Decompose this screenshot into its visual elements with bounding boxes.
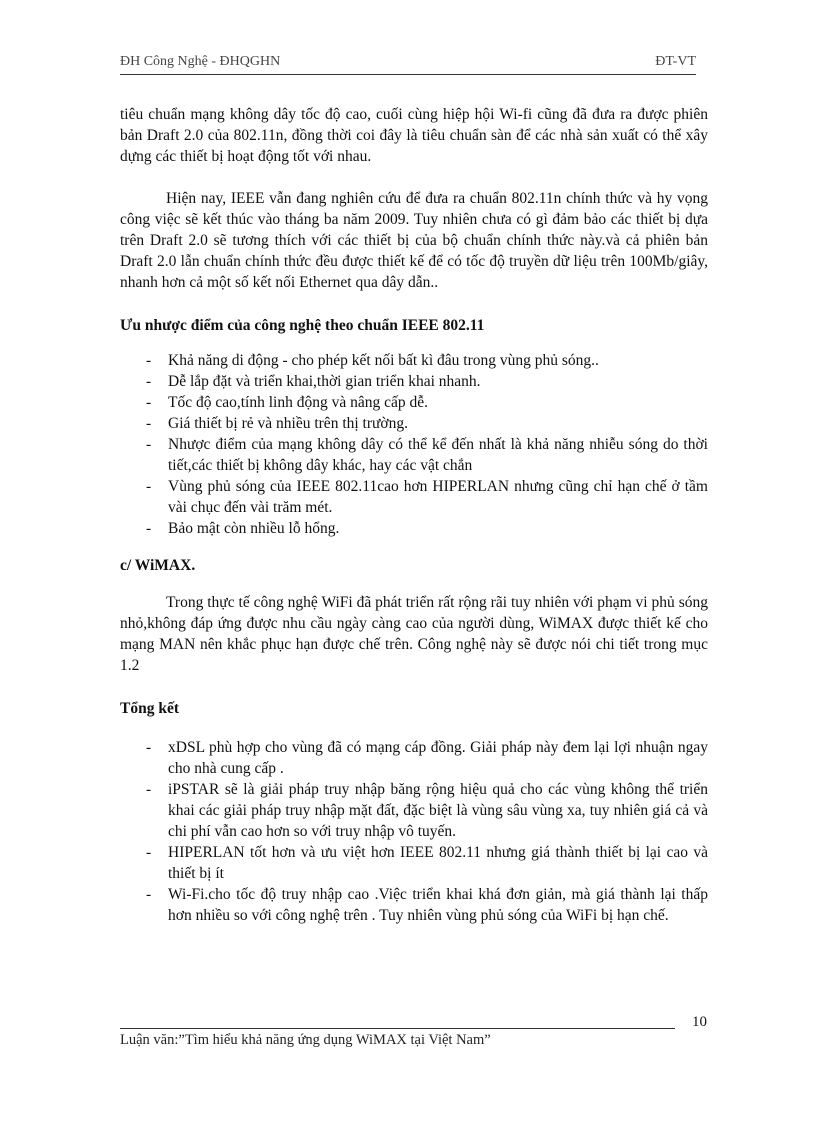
dash-bullet: -: [146, 352, 152, 369]
dash-bullet: -: [146, 373, 152, 390]
list-item: - Khả năng di động - cho phép kết nối bất kì đâu trong vùng phủ sóng..: [146, 352, 599, 369]
dash-bullet: -: [146, 478, 152, 495]
list-item: - iPSTAR sẽ là giải pháp truy nhập băng rộng hiệu quả cho các vùng không thể triển khai các giải pháp truy nhập mặt đất, đặc biệt là vùng sâu vùng xa, tuy nhiên giá cả và chi phí vẫn cao hơn so với truy nhập vô tuyến.: [146, 781, 708, 840]
page-number: 10: [692, 1014, 707, 1030]
heading-wimax: c/ WiMAX.: [120, 557, 196, 574]
dash-bullet: -: [146, 394, 152, 411]
list-item: - Giá thiết bị rẻ và nhiều trên thị trường.: [146, 415, 408, 432]
list-item: - HIPERLAN tốt hơn và ưu việt hơn IEEE 802.11 nhưng giá thành thiết bị lại cao và thiết bị ít: [146, 844, 708, 882]
list-pros-cons: [120, 350, 708, 539]
list-item: - Dễ lắp đặt và triển khai,thời gian triển khai nhanh.: [146, 373, 481, 390]
list-item: - Wi-Fi.cho tốc độ truy nhập cao .Việc triển khai khá đơn giản, mà giá thành lại thấp hơn nhiều so với công nghệ trên . Tuy nhiên vùng phủ sóng của WiFi bị hạn chế.: [146, 886, 708, 924]
list-item: - Bảo mật còn nhiều lỗ hổng.: [146, 520, 340, 537]
paragraph-intro: tiêu chuẩn mạng không dây tốc độ cao, cuối cùng hiệp hội Wi-fi cũng đã đưa ra được phiên bản Draft 2.0 của 802.11n, đồng thời coi đây là tiêu chuẩn sàn để các nhà sản xuất có thể xây dựng các thiết bị hoạt động tốt với nhau.: [120, 106, 708, 165]
dash-bullet: -: [146, 520, 152, 537]
dash-bullet: -: [146, 436, 152, 453]
dash-bullet: -: [146, 781, 152, 798]
footer-rule: [120, 1028, 675, 1029]
list-item: - Vùng phủ sóng của IEEE 802.11cao hơn HIPERLAN nhưng cũng chỉ hạn chế ở tầm vài chục đến vài trăm mét.: [146, 478, 708, 516]
paragraph-ieee-status: Hiện nay, IEEE vẫn đang nghiên cứu để đưa ra chuẩn 802.11n chính thức và hy vọng công việc sẽ kết thúc vào tháng ba năm 2009. Tuy nhiên chưa có gì đảm bảo các thiết bị dựa trên Draft 2.0 sẽ tương thích với các thiết bị của bộ chuẩn chính thức này.và cả phiên bản Draft 2.0 lẫn chuẩn chính thức đều được thiết kế để có tốc độ truyền dữ liệu trên 100Mb/giây, nhanh hơn cả một số kết nối Ethernet qua dây dẫn..: [120, 190, 708, 291]
list-item: - Nhược điểm của mạng không dây có thể kể đến nhất là khả năng nhiễu sóng do thời tiết,các thiết bị không dây khác, hay các vật chắn: [146, 436, 708, 474]
dash-bullet: -: [146, 844, 152, 861]
header-department: ĐT-VT: [655, 54, 696, 69]
dash-bullet: -: [146, 886, 152, 903]
dash-bullet: -: [146, 739, 152, 756]
list-item: - xDSL phù hợp cho vùng đã có mạng cáp đồng. Giải pháp này đem lại lợi nhuận ngay cho nhà cung cấp .: [146, 739, 708, 777]
thesis-title: Luận văn:”Tìm hiểu khả năng ứng dụng WiMAX tại Việt Nam”: [120, 1032, 491, 1048]
document-body: [120, 104, 708, 926]
header-university: ĐH Công Nghệ - ĐHQGHN: [120, 54, 281, 69]
heading-pros-cons: Ưu nhược điểm của công nghệ theo chuẩn IEEE 802.11: [120, 317, 485, 334]
paragraph-wimax: Trong thực tế công nghệ WiFi đã phát triển rất rộng rãi tuy nhiên với phạm vi phủ sóng nhỏ,không đáp ứng được nhu cầu ngày càng cao của người dùng, WiMAX được thiết kế cho mạng MAN nên khắc phục hạn được chế trên. Công nghệ này sẽ được nói chi tiết trong mục 1.2: [120, 594, 708, 674]
dash-bullet: -: [146, 415, 152, 432]
list-summary: [120, 737, 708, 926]
heading-summary: Tổng kết: [120, 700, 179, 717]
list-item: - Tốc độ cao,tính linh động và nâng cấp dễ.: [146, 394, 428, 411]
page-header: [120, 52, 696, 75]
